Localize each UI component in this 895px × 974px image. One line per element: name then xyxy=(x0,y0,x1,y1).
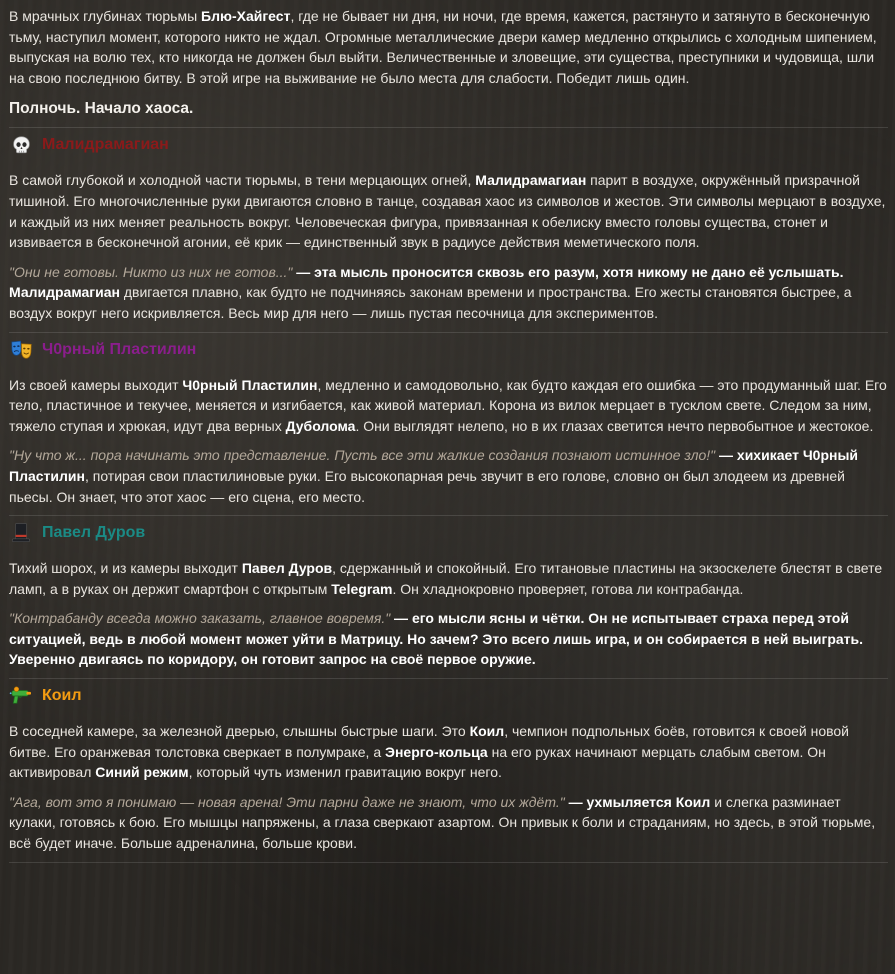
character-block-malidramagian xyxy=(9,130,888,323)
character-name: Малидрамагиан xyxy=(42,136,169,154)
divider xyxy=(9,332,888,333)
intro-paragraph xyxy=(9,6,888,88)
intro-text: В мрачных глубинах тюрьмы xyxy=(9,8,202,24)
bold-name: Коил xyxy=(675,793,711,810)
text: , медленно и самодовольно, как будто каждая его ошибка — это продуманный шаг. Его тело, пластичное и текучее, меняется и изгибается, как живой материал. Корона из вилок мерцает в тусклом свете. Следом за ним, тяжело ступая и хрюкая, идут два верных xyxy=(9,376,887,434)
divider xyxy=(9,678,888,679)
character-header xyxy=(9,518,888,548)
bold-name: Telegram xyxy=(331,580,393,597)
text: , потирая свои пластилиновые руки. Его высокопарная речь звучит в его голове, словно он был злодеем из древней пьесы. Он знает, что этот хаос — его сцена, его место. xyxy=(9,467,845,505)
bold-name: Малидрамагиан xyxy=(9,284,120,301)
character-header xyxy=(9,681,888,711)
character-name: Павел Дуров xyxy=(42,524,146,542)
character-description xyxy=(9,170,888,252)
character-quote-paragraph xyxy=(9,262,888,324)
section-title: Полночь. Начало хаоса. xyxy=(9,100,194,118)
character-quote-paragraph xyxy=(9,792,888,854)
divider xyxy=(9,127,888,128)
character-name: Ч0рный Пластилин xyxy=(42,340,197,358)
bold-name: Малидрамагиан xyxy=(475,172,587,189)
bold-name: Коил xyxy=(469,723,505,740)
bold-name: Синий режим xyxy=(95,764,189,781)
character-quote: "Ага, вот это я понимаю — новая арена! Эти парни даже не знают, что их ждёт." xyxy=(9,793,565,810)
text: Из своей камеры выходит xyxy=(9,376,183,393)
text: . Они выглядят нелепо, но в их глазах светится нечто первобытное и жестокое. xyxy=(355,417,874,434)
top-hat-icon xyxy=(9,521,33,545)
text: двигается плавно, как будто не подчиняясь законам времени и пространства. Его жесты становятся быстрее, а воздух вокруг него искривляется. Весь мир для него — лишь пустая песочница для экспериментов. xyxy=(9,284,852,321)
character-block-pavel-durov xyxy=(9,518,888,670)
character-block-koil xyxy=(9,681,888,854)
text: и слегка разминает кулаки, готовясь к бою. Его мышцы напряжены, а глаза сверкают азартом. Он привык к боли и страданиям, но здесь, в этой тюрьме, всё будет иначе. Больше адреналина, больше крови. xyxy=(9,793,876,852)
character-header xyxy=(9,335,888,365)
quote-attribution: — ухмыляется xyxy=(564,793,676,810)
bold-name: Павел Дуров xyxy=(241,560,333,577)
theater-masks-icon xyxy=(9,338,33,362)
intro-text: , где не бывает ни дня, ни ночи, где время, кажется, растянуто и затянуто в бесконечную тьму, наступил момент, которого никто не ждал. Огромные металлические двери камер медленно открылись с холодным шипением, выпуская на волю тех, кто никогда не должен был выйти. Величественные и зловещие, эти существа, преступники и чудовища, шли на свою последнюю битву. В этой игре на выживание не было места для слабости. Победит лишь один. xyxy=(9,8,877,86)
character-description xyxy=(9,721,888,783)
character-quote: "Ну что ж... пора начинать это представление. Пусть все эти жалкие создания познают истинное зло!" xyxy=(9,447,716,464)
character-quote-paragraph xyxy=(9,608,888,670)
bold-name: Дуболома xyxy=(285,417,356,434)
text: Тихий шорох, и из камеры выходит xyxy=(9,560,242,577)
quote-attribution: — его мысли ясны и чётки. Он не испытывает страха перед этой ситуацией, ведь в любой момент может уйти в Матрицу. Но зачем? Это всего лишь игра, и он собирается в ней выиграть. Уверенно двигаясь по коридору, он готовит запрос на своё первое оружие. xyxy=(9,610,864,668)
character-name: Коил xyxy=(42,687,82,705)
character-header xyxy=(9,130,888,160)
text: , чемпион подпольных боёв, готовится к своей новой битве. Его оранжевая толстовка сверкает в полумраке, а xyxy=(9,723,850,760)
water-pistol-icon xyxy=(9,684,33,708)
text: парит в воздухе, окружённый призрачной тишиной. Его многочисленные руки двигаются словно в танце, создавая хаос из символов и жестов. Эти символы мерцают в воздухе, и каждый из них меняет реальность вокруг. Человеческая фигура, привязанная к обелиску вместо головы существа, стонет и извивается в бесконечной агонии, её крик — единственный звук в радиусе действия меметического поля. xyxy=(9,172,886,251)
text: , сдержанный и спокойный. Его титановые пластины на экзоскелете блестят в свете ламп, а в руках он держит смартфон с открытым xyxy=(9,560,883,597)
text: В самой глубокой и холодной части тюрьмы, в тени мерцающих огней, xyxy=(9,172,476,189)
quote-attribution: — эта мысль проносится сквозь его разум, хотя никому не дано её услышать. xyxy=(292,263,844,280)
skull-icon xyxy=(9,133,33,157)
bold-name: Ч0рный Пластилин xyxy=(182,376,318,393)
character-description xyxy=(9,375,888,437)
quote-attribution: — хихикает xyxy=(715,447,803,464)
divider xyxy=(9,515,888,516)
text: . Он хладнокровно проверяет, готова ли контрабанда. xyxy=(392,580,744,597)
text: В соседней камере, за железной дверью, слышны быстрые шаги. Это xyxy=(9,723,470,740)
divider xyxy=(9,862,888,863)
character-quote-paragraph xyxy=(9,445,888,507)
bold-name: Энерго-кольца xyxy=(385,743,488,760)
bold-name: Ч0рный Пластилин xyxy=(9,447,859,484)
text: , который чуть изменил гравитацию вокруг него. xyxy=(188,764,502,781)
text: на его руках начинают мерцать слабым светом. Он активировал xyxy=(9,743,826,781)
prison-name: Блю-Хайгест xyxy=(201,8,291,24)
character-block-black-plasticine xyxy=(9,335,888,508)
character-description xyxy=(9,558,888,599)
character-quote: "Они не готовы. Никто из них не готов..." xyxy=(9,263,293,280)
character-quote: "Контрабанду всегда можно заказать, главное вовремя." xyxy=(9,610,391,627)
